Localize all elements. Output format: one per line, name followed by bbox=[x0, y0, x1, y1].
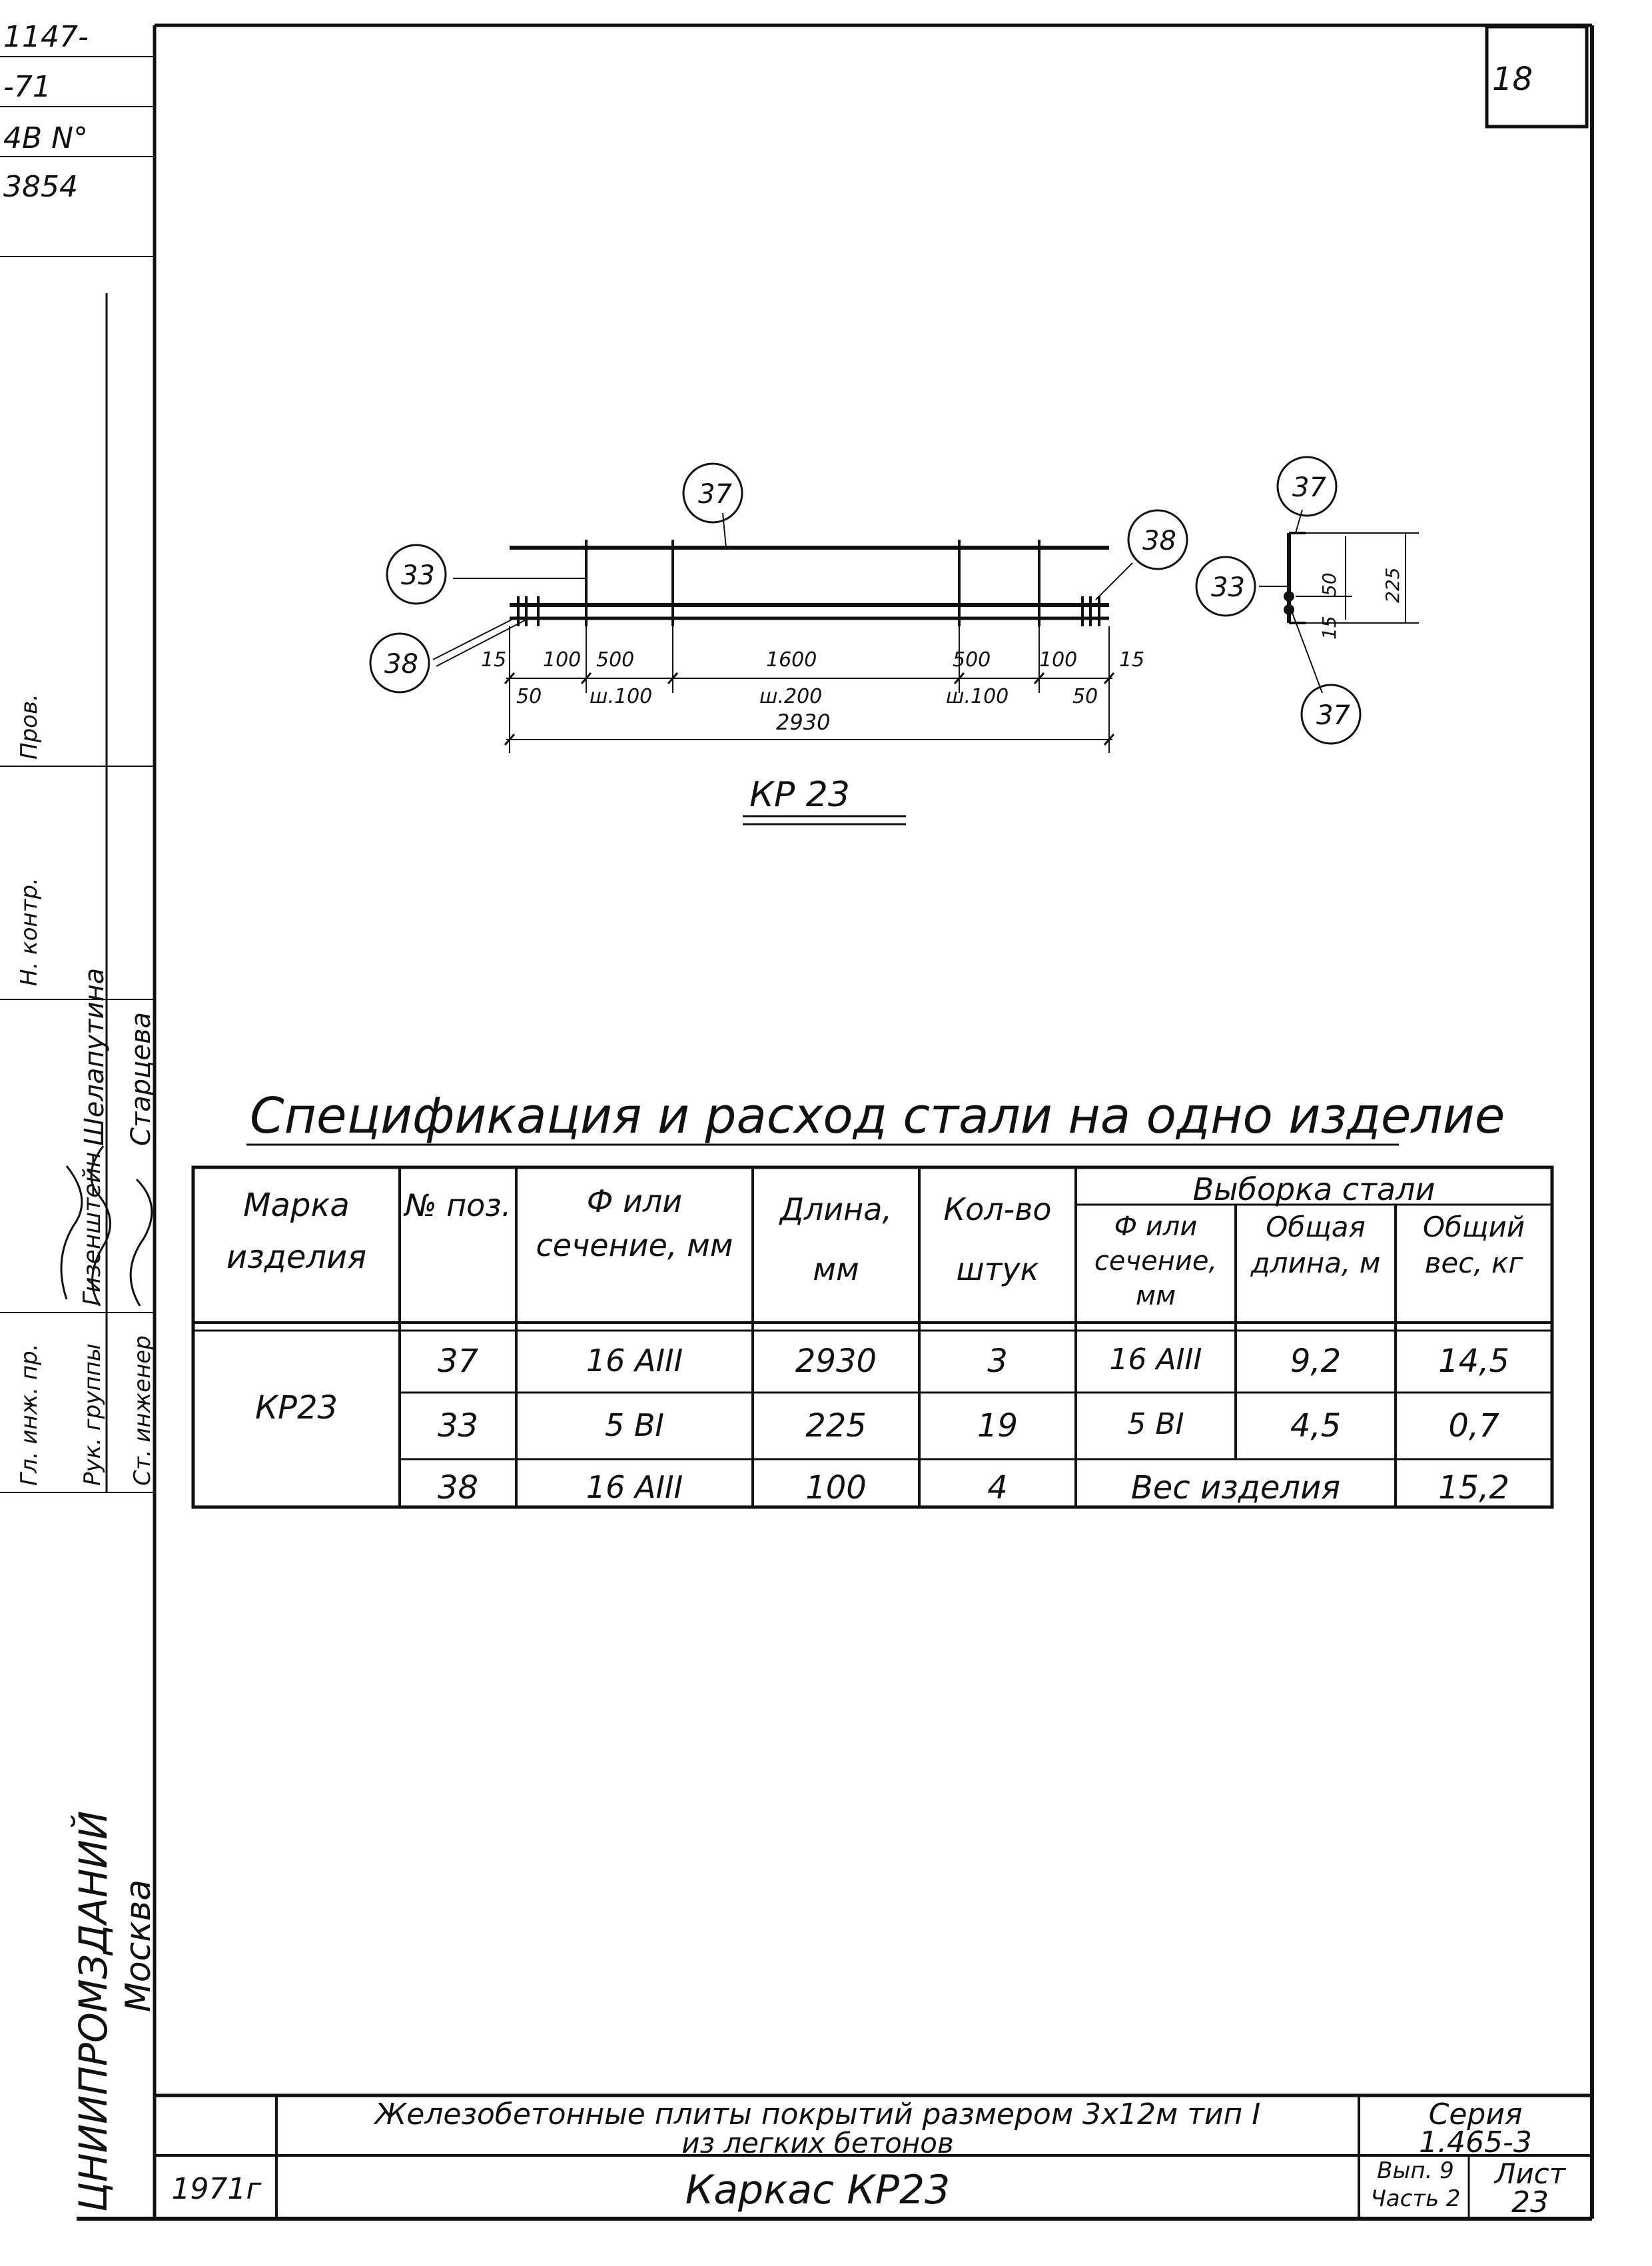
header-mark: Марка изделия bbox=[226, 1187, 367, 1276]
stamp-line-3: 4B N° bbox=[3, 121, 89, 155]
row3-qty: 4 bbox=[987, 1469, 1008, 1506]
cage-title: КР 23 bbox=[749, 775, 850, 815]
row3-length: 100 bbox=[805, 1469, 867, 1506]
sheet-value: 23 bbox=[1511, 2185, 1549, 2219]
callout-33-left: 33 bbox=[401, 560, 435, 591]
dim-step-100-right: ш.100 bbox=[946, 685, 1009, 708]
section-callout-33: 33 bbox=[1211, 572, 1245, 603]
stamp-role-2: Н. контр. bbox=[16, 877, 43, 986]
stamp-name-3: Старцева bbox=[126, 1011, 157, 1146]
dim-15-left: 15 bbox=[481, 648, 507, 672]
dim-500-right: 500 bbox=[953, 648, 991, 672]
stamp-name-2: Шелапутина bbox=[79, 967, 110, 1146]
header-section: Ф или сечение, мм bbox=[536, 1183, 733, 1263]
dim-500-left: 500 bbox=[596, 648, 635, 672]
part-number: Часть 2 bbox=[1370, 2185, 1461, 2212]
dim-100-left: 100 bbox=[543, 648, 582, 672]
section-dim-50: 50 bbox=[1318, 572, 1340, 596]
project-title-line2: из легких бетонов bbox=[681, 2127, 954, 2159]
sheet-number: 18 bbox=[1492, 61, 1533, 98]
row3-product-weight-label: Вес изделия bbox=[1130, 1469, 1341, 1506]
row3-pos: 38 bbox=[437, 1469, 479, 1506]
stamp-organization: ЦНИИПРОМЗДАНИЙ bbox=[71, 1810, 116, 2212]
row2-length: 225 bbox=[805, 1407, 867, 1444]
stamp-name-1: Гизенштейн bbox=[79, 1151, 106, 1306]
row2-qty: 19 bbox=[977, 1407, 1019, 1444]
mark-value: КР23 bbox=[254, 1389, 338, 1426]
dim-step-100-left: ш.100 bbox=[590, 685, 653, 708]
stamp-role-5: Ст. инженер bbox=[129, 1335, 156, 1486]
callout-37-top: 37 bbox=[698, 479, 732, 510]
row2-pos: 33 bbox=[437, 1407, 479, 1444]
row1-qty: 3 bbox=[987, 1343, 1008, 1380]
section-callout-37-bottom: 37 bbox=[1316, 700, 1350, 731]
stamp-line-1: 1147- bbox=[3, 20, 89, 54]
issue-number: Вып. 9 bbox=[1377, 2157, 1454, 2184]
section-dim-15: 15 bbox=[1318, 616, 1340, 640]
series-label: Серия bbox=[1428, 2097, 1523, 2131]
dim-50-right: 50 bbox=[1072, 685, 1098, 708]
header-selection: Выборка стали bbox=[1192, 1171, 1436, 1207]
section-callout-37-top: 37 bbox=[1292, 472, 1326, 503]
row3-total-weight: 15,2 bbox=[1438, 1469, 1509, 1506]
dim-1600: 1600 bbox=[766, 648, 817, 672]
dim-50-left: 50 bbox=[516, 685, 542, 708]
header-qty: Кол-во штук bbox=[943, 1191, 1052, 1287]
header-sel-section: Ф или сечение, мм bbox=[1094, 1211, 1218, 1311]
spec-title: Спецификация и расход стали на одно изделие bbox=[250, 1087, 1505, 1145]
row2-total-length: 4,5 bbox=[1290, 1407, 1342, 1444]
stamp-role-3: Гл. инж. пр. bbox=[16, 1343, 43, 1486]
header-pos: № поз. bbox=[404, 1187, 512, 1223]
header-length: Длина, мм bbox=[779, 1191, 893, 1287]
sheet-label: Лист bbox=[1494, 2157, 1566, 2190]
section-dim-225: 225 bbox=[1382, 567, 1404, 603]
header-total-weight: Общий вес, кг bbox=[1422, 1211, 1525, 1279]
stamp-city: Москва bbox=[119, 1879, 159, 2012]
project-title-line1: Железобетонные плиты покрытий размером 3х12м тип I bbox=[374, 2097, 1261, 2131]
callout-38-right: 38 bbox=[1142, 526, 1176, 556]
year: 1971г bbox=[171, 2172, 262, 2206]
row1-total-weight: 14,5 bbox=[1438, 1343, 1509, 1380]
row1-sel-section: 16 АIII bbox=[1109, 1343, 1202, 1377]
series-value: 1.465-3 bbox=[1419, 2125, 1532, 2159]
row2-total-weight: 0,7 bbox=[1448, 1407, 1499, 1444]
dim-15-right: 15 bbox=[1119, 648, 1145, 672]
row1-section: 16 АIII bbox=[586, 1343, 683, 1379]
header-total-length: Общая длина, м bbox=[1250, 1211, 1381, 1279]
row1-pos: 37 bbox=[437, 1343, 479, 1380]
stamp-role-4: Рук. группы bbox=[79, 1343, 106, 1486]
row3-section: 16 АIII bbox=[586, 1469, 683, 1505]
row2-section: 5 BI bbox=[604, 1407, 664, 1443]
dim-100-right: 100 bbox=[1039, 648, 1078, 672]
drawing-name: Каркас КР23 bbox=[685, 2167, 951, 2213]
callout-38-left: 38 bbox=[384, 649, 418, 680]
dim-total-2930: 2930 bbox=[776, 710, 831, 735]
stamp-line-4: 3854 bbox=[3, 170, 78, 204]
row1-total-length: 9,2 bbox=[1290, 1343, 1342, 1380]
stamp-role-1: Пров. bbox=[16, 694, 43, 760]
dim-step-200: ш.200 bbox=[759, 685, 823, 708]
row2-sel-section: 5 BI bbox=[1127, 1407, 1184, 1441]
stamp-line-2: -71 bbox=[3, 70, 51, 104]
row1-length: 2930 bbox=[795, 1343, 877, 1380]
